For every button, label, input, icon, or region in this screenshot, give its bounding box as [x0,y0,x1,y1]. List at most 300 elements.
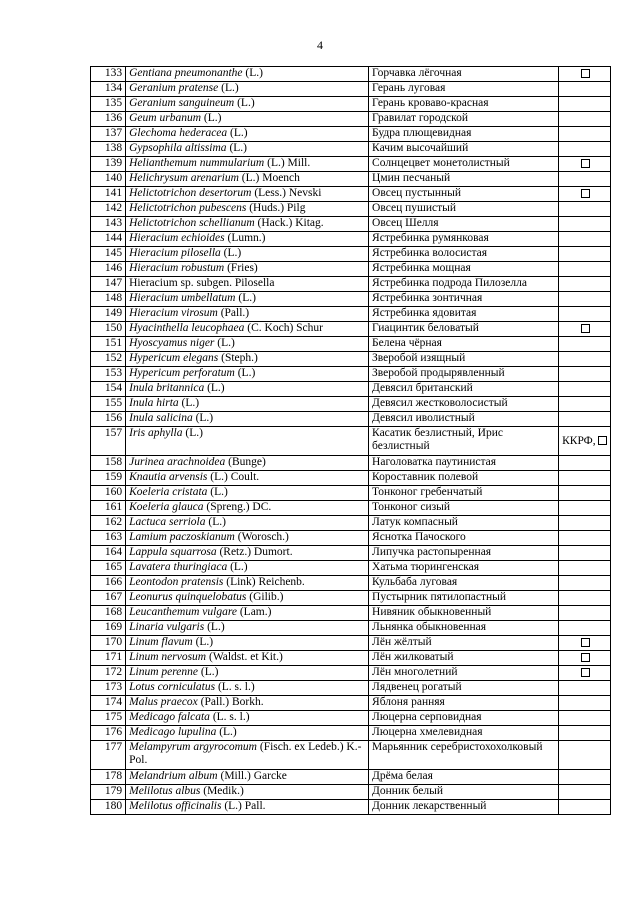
status-cell [558,187,610,202]
species-name: Geum urbanum [129,112,201,124]
row-number: 145 [91,247,126,262]
author-citation: (L.) [242,67,263,79]
latin-name-cell [126,666,369,681]
table-row [91,277,611,292]
row-number: 143 [91,217,126,232]
status-cell [558,785,610,800]
latin-name-cell [126,800,369,815]
author-citation: (L.) Coult. [207,471,260,483]
species-name: Iris aphylla [129,427,183,439]
species-name: Linum flavum [129,636,193,648]
latin-name-cell [126,187,369,202]
species-name: Gentiana pneumonanthe [129,67,243,79]
row-number: 152 [91,352,126,367]
species-name: Helictotrichon desertorum [129,187,252,199]
author-citation: (L.) [235,292,256,304]
status-cell [558,651,610,666]
russian-name-cell: Ястребинка зонтичная [369,292,559,307]
table-row [91,681,611,696]
row-number: 141 [91,187,126,202]
species-name: Linum perenne [129,666,199,678]
species-name: Hieracium robustum [129,262,225,274]
russian-name-cell: Гравилат городской [369,112,559,127]
table-row [91,427,611,456]
author-citation: (Medik.) [200,785,244,797]
species-name: Lavatera thuringiaca [129,561,228,573]
species-name: Glechoma hederacea [129,127,228,139]
species-name: Koeleria cristata [129,486,208,498]
russian-name-cell: Яснотка Пачоского [369,531,559,546]
author-citation: (Steph.) [218,352,258,364]
table-row [91,785,611,800]
table-row [91,337,611,352]
row-number: 142 [91,202,126,217]
latin-name-cell [126,456,369,471]
russian-name-cell: Лён многолетний [369,666,559,681]
author-citation: (Lumn.) [224,232,266,244]
species-name: Helianthemum nummularium [129,157,265,169]
status-cell [558,307,610,322]
latin-name-cell [126,157,369,172]
status-cell [558,352,610,367]
russian-name-cell: Ястребинка подрода Пилозелла [369,277,559,292]
latin-name-cell [126,217,369,232]
latin-name-cell [126,531,369,546]
table-row [91,232,611,247]
latin-name-cell [126,172,369,187]
status-cell [558,711,610,726]
russian-name-cell: Девясил жестковолосистый [369,397,559,412]
author-citation: (L.) [205,516,226,528]
status-cell [558,277,610,292]
latin-name-cell [126,516,369,531]
russian-name-cell: Касатик безлистный, Ирис безлистный [369,427,559,456]
latin-name-cell [126,232,369,247]
russian-name-cell: Овсец Шелля [369,217,559,232]
russian-name-cell: Лядвенец рогатый [369,681,559,696]
species-name: Hypericum perforatum [129,367,235,379]
species-name: Inula salicina [129,412,193,424]
species-name: Helictotrichon pubescens [129,202,247,214]
species-table-body [91,67,611,815]
status-cell [558,172,610,187]
latin-name-cell [126,127,369,142]
row-number: 157 [91,427,126,456]
russian-name-cell: Латук компасный [369,516,559,531]
author-citation: (L. s. l.) [209,711,250,723]
species-name: Linum nervosum [129,651,207,663]
russian-name-cell: Герань кроваво-красная [369,97,559,112]
author-citation: (L.) Mill. [264,157,311,169]
status-box-icon [581,653,590,662]
species-name: Inula hirta [129,397,179,409]
russian-name-cell: Пустырник пятилопастный [369,591,559,606]
species-name: Lotus corniculatus [129,681,216,693]
latin-name-cell [126,726,369,741]
row-number: 139 [91,157,126,172]
table-row [91,726,611,741]
row-number: 174 [91,696,126,711]
table-row [91,711,611,726]
status-box-icon [581,668,590,677]
author-citation: (L.) [226,142,247,154]
status-text: ККРФ, [562,434,596,447]
russian-name-cell: Овсец пустынный [369,187,559,202]
species-name: Inula britannica [129,382,205,394]
russian-name-cell: Донник лекарственный [369,800,559,815]
russian-name-cell: Люцерна серповидная [369,711,559,726]
russian-name-cell: Кульбаба луговая [369,576,559,591]
row-number: 163 [91,531,126,546]
row-number: 161 [91,501,126,516]
row-number: 177 [91,741,126,770]
species-name: Jurinea arachnoidea [129,456,226,468]
author-citation: (L.) [218,82,239,94]
species-name: Hyacinthella leucophaea [129,322,245,334]
status-cell [558,202,610,217]
russian-name-cell: Солнцецвет монетолистный [369,157,559,172]
status-cell [558,157,610,172]
russian-name-cell: Качим высочайший [369,142,559,157]
status-cell [558,636,610,651]
latin-name-cell [126,67,369,82]
row-number: 171 [91,651,126,666]
table-row [91,636,611,651]
author-citation: (Retz.) Dumort. [216,546,293,558]
status-cell [558,367,610,382]
row-number: 168 [91,606,126,621]
species-name: Malus praecox [129,696,198,708]
table-row [91,262,611,277]
species-name: Hieracium pilosella [129,247,221,259]
status-cell [558,262,610,277]
russian-name-cell: Тонконог сизый [369,501,559,516]
russian-name-cell: Лён жилковатый [369,651,559,666]
author-citation: (L.) [234,367,256,379]
latin-name-cell [126,277,369,292]
row-number: 151 [91,337,126,352]
russian-name-cell: Девясил иволистный [369,412,559,427]
status-cell [558,456,610,471]
status-cell [558,681,610,696]
status-cell [558,97,610,112]
latin-name-cell [126,337,369,352]
row-number: 180 [91,800,126,815]
russian-name-cell: Зверобой изящный [369,352,559,367]
russian-name-cell: Дрёма белая [369,770,559,785]
row-number: 133 [91,67,126,82]
author-citation: (Bunge) [225,456,266,468]
author-citation: (Spreng.) DC. [203,501,272,513]
author-citation: (C. Koch) Schur [244,322,323,334]
row-number: 140 [91,172,126,187]
status-cell [558,486,610,501]
species-name: Leonurus quinquelobatus [129,591,247,603]
status-cell [558,67,610,82]
row-number: 149 [91,307,126,322]
latin-name-cell [126,352,369,367]
latin-name-cell [126,741,369,770]
species-name: Melilotus albus [129,785,201,797]
latin-name-cell [126,770,369,785]
status-cell [558,726,610,741]
russian-name-cell: Зверобой продырявленный [369,367,559,382]
author-citation: (L.) [220,247,242,259]
species-name: Hypericum elegans [129,352,219,364]
status-cell [558,112,610,127]
latin-name-cell [126,606,369,621]
species-name: Knautia arvensis [129,471,208,483]
row-number: 144 [91,232,126,247]
status-cell [558,142,610,157]
table-row [91,247,611,262]
latin-name-cell [126,82,369,97]
status-cell [558,217,610,232]
author-citation: (Lam.) [236,606,272,618]
author-citation: (Gilib.) [246,591,284,603]
table-row [91,666,611,681]
row-number: 169 [91,621,126,636]
russian-name-cell: Овсец пушистый [369,202,559,217]
status-cell [558,427,610,456]
species-name: Leucanthemum vulgare [129,606,237,618]
species-name: Helictotrichon schellianum [129,217,255,229]
status-cell [558,247,610,262]
author-citation: (L.) [198,666,219,678]
status-cell [558,232,610,247]
author-citation: (L.) [204,621,225,633]
author-citation: (L.) [201,112,222,124]
status-cell [558,546,610,561]
latin-name-cell [126,382,369,397]
russian-name-cell: Донник белый [369,785,559,800]
species-name: Koeleria glauca [129,501,204,513]
status-box-icon [581,69,590,78]
row-number: 153 [91,367,126,382]
species-name: Leontodon pratensis [129,576,224,588]
status-cell [558,516,610,531]
table-row [91,471,611,486]
author-citation: Hieracium sp. subgen. Pilosella [129,277,275,289]
status-cell [558,606,610,621]
status-box-icon [581,189,590,198]
russian-name-cell: Короставник полевой [369,471,559,486]
row-number: 166 [91,576,126,591]
table-row [91,67,611,82]
status-cell [558,322,610,337]
table-row [91,531,611,546]
table-row [91,172,611,187]
row-number: 146 [91,262,126,277]
russian-name-cell: Липучка растопыренная [369,546,559,561]
row-number: 137 [91,127,126,142]
row-number: 135 [91,97,126,112]
row-number: 150 [91,322,126,337]
latin-name-cell [126,785,369,800]
latin-name-cell [126,711,369,726]
latin-name-cell [126,696,369,711]
author-citation: (L.) [207,486,228,498]
latin-name-cell [126,651,369,666]
status-cell [558,696,610,711]
row-number: 172 [91,666,126,681]
latin-name-cell [126,636,369,651]
species-name: Gypsophila altissima [129,142,227,154]
russian-name-cell: Ястребинка румянковая [369,232,559,247]
russian-name-cell: Ястребинка волосистая [369,247,559,262]
status-cell [558,591,610,606]
author-citation: (L.) Pall. [221,800,266,812]
row-number: 173 [91,681,126,696]
author-citation: (Pall.) [217,307,250,319]
status-cell [558,127,610,142]
latin-name-cell [126,202,369,217]
latin-name-cell [126,142,369,157]
table-row [91,112,611,127]
table-row [91,352,611,367]
species-name: Hyoscyamus niger [129,337,215,349]
author-citation: (L. s. l.) [215,681,255,693]
latin-name-cell [126,292,369,307]
status-cell [558,501,610,516]
latin-name-cell [126,501,369,516]
status-cell [558,561,610,576]
status-cell [558,337,610,352]
species-name: Medicago falcata [129,711,210,723]
russian-name-cell: Ястребинка мощная [369,262,559,277]
table-row [91,576,611,591]
row-number: 167 [91,591,126,606]
row-number: 160 [91,486,126,501]
species-table [90,66,611,815]
row-number: 176 [91,726,126,741]
latin-name-cell [126,112,369,127]
row-number: 179 [91,785,126,800]
table-row [91,606,611,621]
species-name: Hieracium umbellatum [129,292,236,304]
row-number: 175 [91,711,126,726]
row-number: 138 [91,142,126,157]
author-citation: (L.) [216,726,237,738]
author-citation: (L.) [234,97,255,109]
table-row [91,142,611,157]
russian-name-cell: Ястребинка ядовитая [369,307,559,322]
row-number: 155 [91,397,126,412]
russian-name-cell: Люцерна хмелевидная [369,726,559,741]
table-row [91,292,611,307]
russian-name-cell: Яблоня ранняя [369,696,559,711]
table-row [91,82,611,97]
latin-name-cell [126,307,369,322]
author-citation: (L.) Moench [238,172,300,184]
table-row [91,202,611,217]
latin-name-cell [126,397,369,412]
table-row [91,770,611,785]
species-name: Hieracium echioides [129,232,225,244]
russian-name-cell: Наголоватка паутинистая [369,456,559,471]
species-name: Linaria vulgaris [129,621,205,633]
russian-name-cell: Белена чёрная [369,337,559,352]
species-name: Melilotus officinalis [129,800,222,812]
table-row [91,217,611,232]
table-row [91,322,611,337]
russian-name-cell: Цмин песчаный [369,172,559,187]
latin-name-cell [126,97,369,112]
species-name: Melandrium album [129,770,218,782]
status-cell [558,770,610,785]
species-name: Geranium pratense [129,82,219,94]
status-cell [558,292,610,307]
table-row [91,412,611,427]
author-citation: (L.) [192,412,214,424]
latin-name-cell [126,546,369,561]
table-row [91,591,611,606]
russian-name-cell: Марьянник серебристохохолковый [369,741,559,770]
table-row [91,367,611,382]
table-row [91,382,611,397]
status-box-icon [598,436,607,445]
row-number: 178 [91,770,126,785]
status-cell [558,412,610,427]
status-cell [558,531,610,546]
row-number: 159 [91,471,126,486]
row-number: 170 [91,636,126,651]
latin-name-cell [126,591,369,606]
page-number: 4 [317,38,323,52]
author-citation: (L.) [182,427,203,439]
row-number: 162 [91,516,126,531]
table-row [91,741,611,770]
author-citation: (Pall.) Borkh. [197,696,264,708]
row-number: 134 [91,82,126,97]
latin-name-cell [126,262,369,277]
table-row [91,516,611,531]
latin-name-cell [126,367,369,382]
russian-name-cell: Льнянка обыкновенная [369,621,559,636]
status-box-icon [581,324,590,333]
table-row [91,800,611,815]
latin-name-cell [126,621,369,636]
row-number: 156 [91,412,126,427]
table-row [91,561,611,576]
latin-name-cell [126,247,369,262]
table-row [91,127,611,142]
table-row [91,157,611,172]
latin-name-cell [126,412,369,427]
author-citation: (Huds.) Pilg [246,202,306,214]
row-number: 164 [91,546,126,561]
status-cell [558,471,610,486]
author-citation: (Fisch. ex Ledeb.) K.-Pol. [129,741,362,766]
russian-name-cell: Нивяник обыкновенный [369,606,559,621]
table-row [91,307,611,322]
status-cell [558,666,610,681]
author-citation: (Hack.) Kitag. [254,217,324,229]
author-citation: (Link) Reichenb. [223,576,305,588]
author-citation: (L.) [227,127,248,139]
author-citation: (Worosch.) [234,531,289,543]
species-name: Lactuca serriola [129,516,206,528]
table-row [91,546,611,561]
species-name: Helichrysum arenarium [129,172,239,184]
latin-name-cell [126,486,369,501]
author-citation: (Less.) Nevski [251,187,322,199]
table-row [91,651,611,666]
table-row [91,456,611,471]
table-row [91,397,611,412]
latin-name-cell [126,471,369,486]
table-row [91,696,611,711]
